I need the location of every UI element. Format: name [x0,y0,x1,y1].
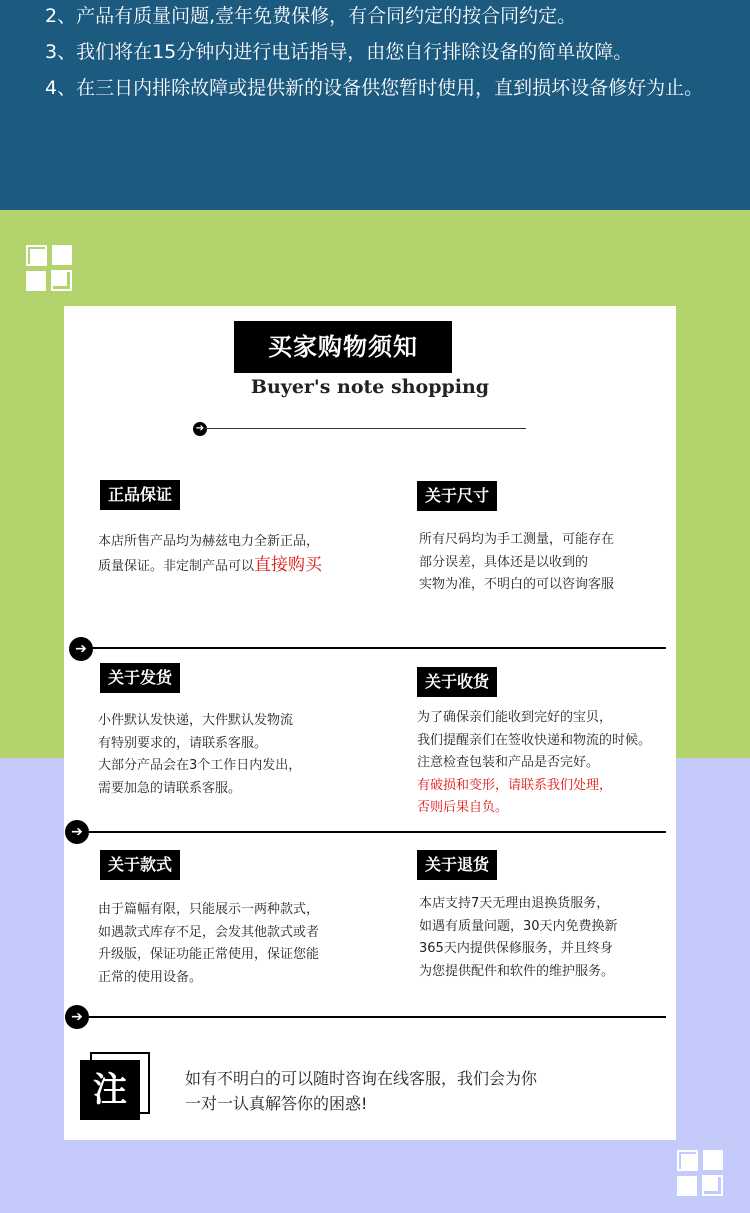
notice-subtitle: Buyer's note shopping [250,376,490,398]
arrow-right-icon: ➔ [65,820,89,844]
section-tag-shipping: 关于发货 [100,663,180,693]
section-text-returns: 本店支持7天无理由退换货服务， 如遇有质量问题，30天内免费换新 365天内提供保修服务，并且终身 为您提供配件和软件的维护服务。 [419,896,618,979]
warranty-line-3: 3、我们将在15分钟内进行电话指导，由您自行排除设备的简单故障。 [45,41,633,63]
divider [86,831,666,833]
arrow-right-icon: ➔ [69,637,93,661]
buyer-notice-card [64,306,676,1140]
warranty-line-2: 2、产品有质量问题,壹年免费保修，有合同约定的按合同约定。 [45,5,577,27]
section-text-receiving: 为了确保亲们能收到完好的宝贝， 我们提醒亲们在签收快递和物流的时候。 注意检查包装和产品是否完好。 有破损和变形，请联系我们处理， 否则后果自负。 [417,710,652,815]
squares-decoration-icon [677,1150,723,1196]
squares-decoration-icon [26,245,72,291]
section-text-style: 由于篇幅有限，只能展示一两种款式， 如遇款式库存不足，会发其他款式或者 升级版，保证功能正常使用，保证您能 正常的使用设备。 [98,902,320,985]
divider [204,428,526,429]
section-text-shipping: 小件默认发快递，大件默认发物流 有特别要求的，请联系客服。 大部分产品会在3个工作日内发出， 需要加急的请联系客服。 [98,713,302,796]
warranty-line-4: 4、在三日内排除故障或提供新的设备供您暂时使用，直到损坏设备修好为止。 [45,77,704,99]
section-tag-authentic: 正品保证 [100,480,180,510]
divider [88,647,666,649]
arrow-right-icon: ➔ [65,1005,89,1029]
section-text-size: 所有尺码均为手工测量，可能存在 部分误差，具体还是以收到的 实物为准，不明白的可以咨询客服 [419,532,615,592]
notice-title: 买家购物须知 [234,321,452,373]
note-text: 如有不明白的可以随时咨询在线客服，我们会为你 一对一认真解答你的困惑! [185,1069,538,1113]
arrow-right-icon: ➔ [193,422,207,436]
section-tag-size: 关于尺寸 [417,481,497,511]
section-text-authentic: 本店所售产品均为赫兹电力全新正品， 质量保证。非定制产品可以直接购买 [98,534,323,575]
note-icon: 注 [80,1052,152,1124]
section-tag-receiving: 关于收货 [417,667,497,697]
section-tag-returns: 关于退货 [417,850,497,880]
section-tag-style: 关于款式 [100,850,180,880]
divider [86,1016,666,1018]
direct-buy-highlight: 直接购买 [254,554,323,575]
